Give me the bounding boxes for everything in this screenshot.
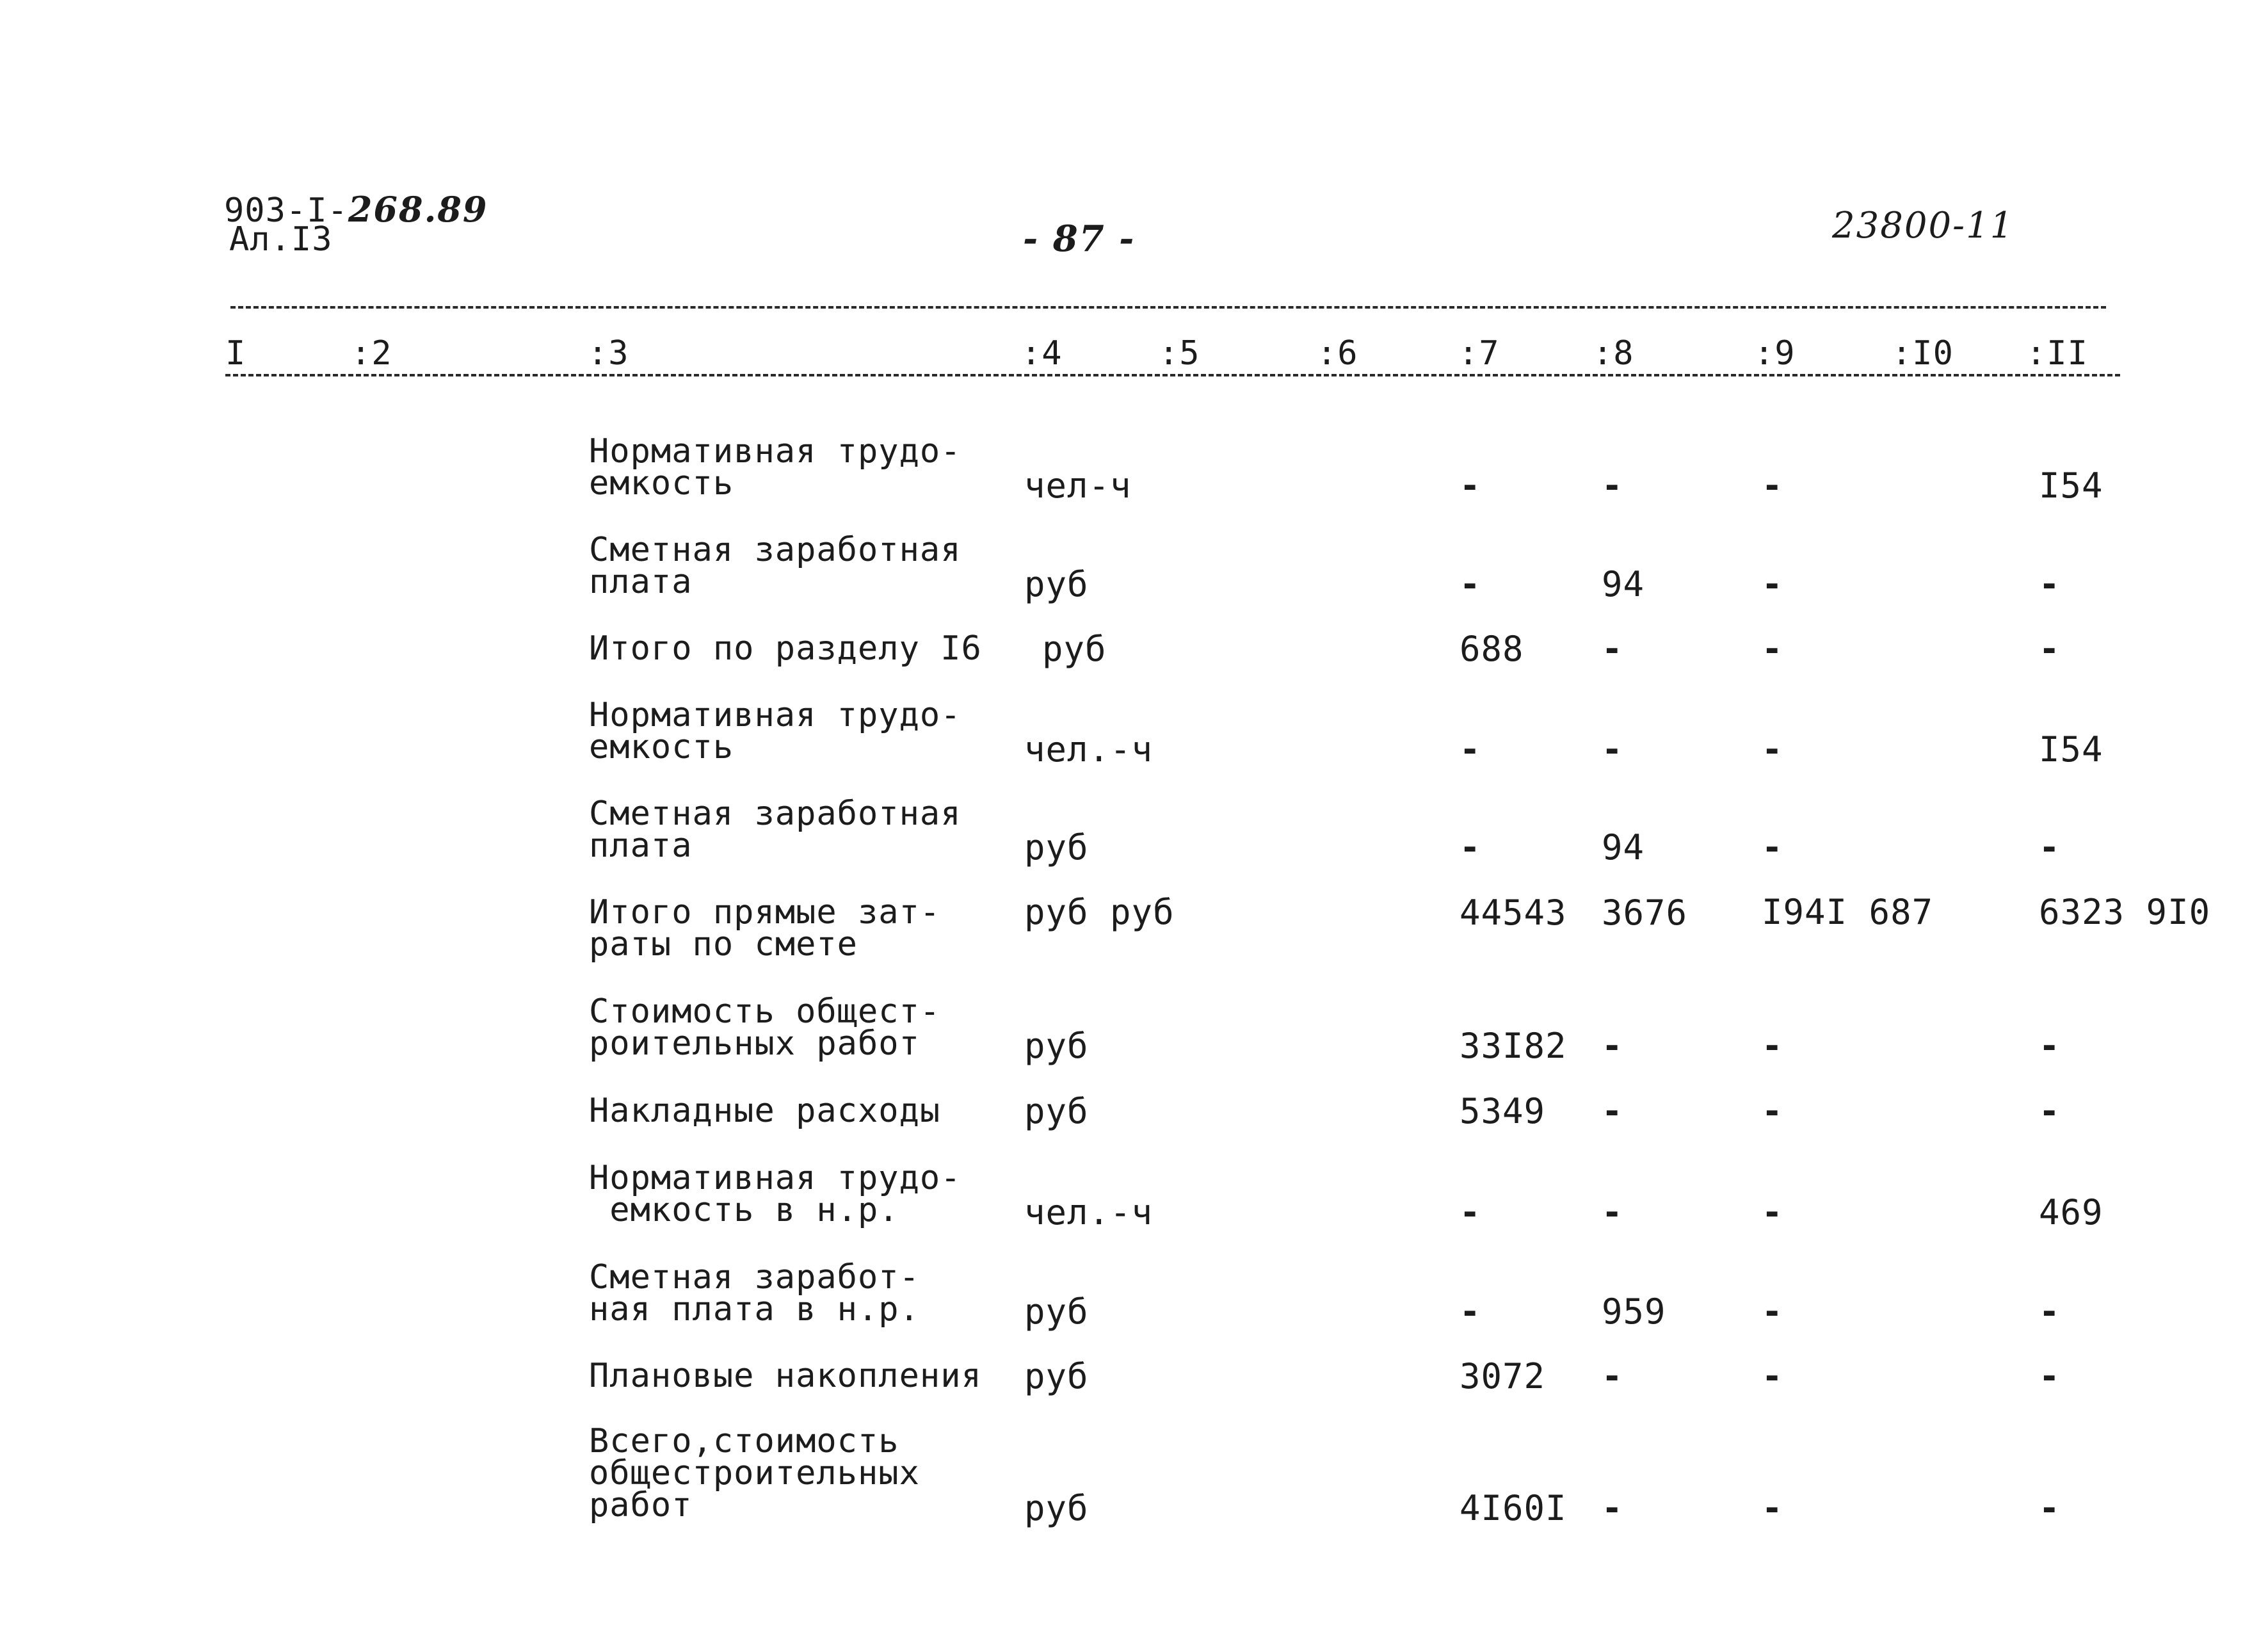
column-header-10: :I0: [1892, 334, 1954, 373]
value-c7: -: [1460, 564, 1481, 604]
value-c11: -: [2039, 629, 2061, 669]
value-c7: -: [1460, 729, 1481, 770]
sheet-number: Ал.I3: [229, 220, 333, 259]
value-c11: -: [2039, 564, 2061, 604]
value-c8: 94: [1602, 564, 1645, 604]
value-c8: -: [1602, 629, 1623, 669]
row-unit: руб: [1024, 827, 1089, 868]
column-header-4: :4: [1021, 334, 1063, 373]
value-c9: -: [1762, 1356, 1783, 1396]
value-c8: -: [1602, 729, 1623, 770]
page-number: - 87 -: [1023, 218, 1136, 260]
row-label: Сметная заработная плата: [589, 531, 961, 601]
row-unit: руб: [1024, 1026, 1089, 1066]
row-unit: руб: [1024, 1091, 1089, 1131]
row-label: Сметная заработная плата: [589, 795, 961, 865]
value-c7: 3072: [1460, 1356, 1546, 1396]
row-unit: руб: [1024, 1291, 1089, 1332]
table-header-rule: [225, 374, 2120, 376]
value-c8: -: [1602, 1356, 1623, 1396]
value-c9: -: [1762, 1026, 1783, 1066]
value-c8: -: [1602, 1026, 1623, 1066]
value-c9: -: [1762, 465, 1783, 506]
value-c7: 44543: [1460, 893, 1567, 933]
document-code-handwritten: 268.89: [348, 189, 488, 230]
value-c9: I94I 687: [1762, 892, 1934, 932]
column-header-11: :II: [2026, 334, 2088, 373]
row-label: Всего,стоимость общестроительных работ: [589, 1422, 920, 1524]
value-c11: I54: [2039, 465, 2103, 506]
row-label: Итого прямые зат- раты по смете: [589, 893, 941, 964]
value-c11: 6323 9I0: [2039, 892, 2211, 932]
value-c11: -: [2039, 1091, 2061, 1131]
value-c11: -: [2039, 827, 2061, 868]
row-label: Итого по разделу I6: [589, 629, 982, 668]
row-unit: руб: [1024, 1488, 1089, 1528]
row-label: Сметная заработ- ная плата в н.р.: [589, 1258, 920, 1329]
value-c7: 4I60I: [1460, 1488, 1567, 1528]
row-unit: руб: [1042, 629, 1107, 669]
row-unit: чел.-ч: [1024, 729, 1154, 770]
row-label: Стоимость общест- роительных работ: [589, 992, 941, 1063]
row-unit: руб: [1024, 1356, 1089, 1396]
column-header-5: :5: [1159, 334, 1200, 373]
document-code-typed: 903-I-: [224, 191, 348, 230]
column-header-8: :8: [1593, 334, 1634, 373]
value-c8: -: [1602, 465, 1623, 506]
value-c9: -: [1762, 1488, 1783, 1528]
value-c7: -: [1460, 1291, 1481, 1332]
value-c8: -: [1602, 1192, 1623, 1233]
value-c8: 959: [1602, 1291, 1666, 1332]
value-c8: 94: [1602, 827, 1645, 868]
value-c11: 469: [2039, 1192, 2103, 1233]
column-header-7: :7: [1458, 334, 1500, 373]
value-c9: -: [1762, 564, 1783, 604]
value-c8: 3676: [1602, 893, 1688, 933]
value-c7: 5349: [1460, 1091, 1546, 1131]
row-unit: руб: [1024, 564, 1089, 604]
row-unit: чел.-ч: [1024, 1192, 1154, 1233]
value-c7: 33I82: [1460, 1026, 1567, 1066]
value-c9: -: [1762, 629, 1783, 669]
row-unit: руб руб: [1024, 892, 1175, 932]
value-c7: -: [1460, 465, 1481, 506]
value-c8: -: [1602, 1091, 1623, 1131]
inventory-number: 23800-11: [1832, 205, 2015, 247]
row-unit: чел-ч: [1024, 465, 1132, 506]
value-c7: 688: [1460, 629, 1524, 669]
table-top-rule: [230, 306, 2106, 309]
value-c9: -: [1762, 729, 1783, 770]
value-c7: -: [1460, 1192, 1481, 1233]
value-c11: -: [2039, 1488, 2061, 1528]
row-label: Плановые накопления: [589, 1357, 982, 1395]
value-c7: -: [1460, 827, 1481, 868]
column-header-2: :2: [351, 334, 392, 373]
row-label: Накладные расходы: [589, 1092, 941, 1130]
column-header-3: :3: [588, 334, 629, 373]
value-c11: I54: [2039, 729, 2103, 770]
value-c9: -: [1762, 827, 1783, 868]
value-c8: -: [1602, 1488, 1623, 1528]
value-c11: -: [2039, 1291, 2061, 1332]
column-header-1: I: [225, 334, 246, 373]
column-header-9: :9: [1754, 334, 1796, 373]
row-label: Нормативная трудо- емкость: [589, 696, 961, 766]
row-label: Нормативная трудо- емкость в н.р.: [589, 1159, 961, 1229]
value-c9: -: [1762, 1192, 1783, 1233]
value-c9: -: [1762, 1291, 1783, 1332]
row-label: Нормативная трудо- емкость: [589, 432, 961, 503]
column-header-6: :6: [1317, 334, 1358, 373]
value-c9: -: [1762, 1091, 1783, 1131]
value-c11: -: [2039, 1026, 2061, 1066]
value-c11: -: [2039, 1356, 2061, 1396]
